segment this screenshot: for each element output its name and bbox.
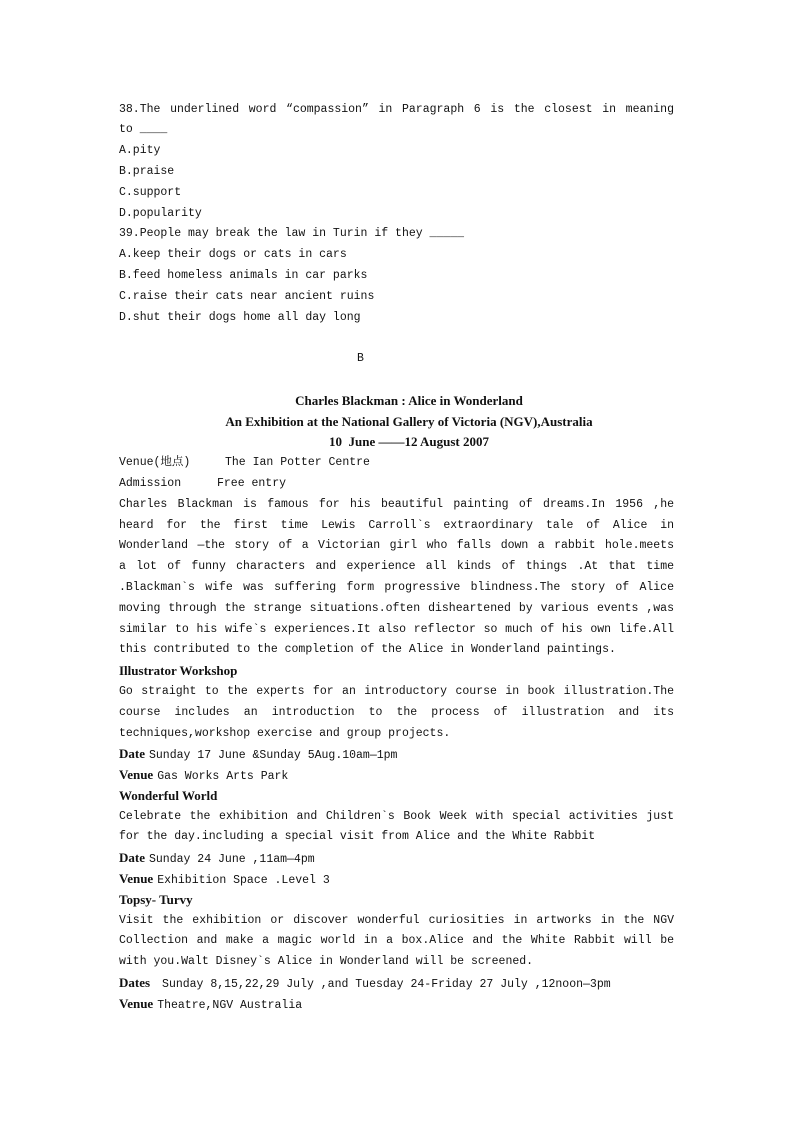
- date-label: Date: [119, 746, 145, 762]
- admission-row: [119, 474, 674, 495]
- dates-value: Sunday 8,15,22,29 July ,and Tuesday 24-Friday 27 July ,12noon—3pm: [162, 978, 611, 992]
- event-dates-row: [119, 973, 674, 994]
- venue-value: Theatre,NGV Australia: [157, 998, 303, 1012]
- event-date-row: [119, 848, 674, 869]
- event-desc-line: Go straight to the experts for an introductory course in book illustration.The: [119, 684, 674, 698]
- admission-value: Free entry: [217, 476, 287, 490]
- venue-label: Venue(地点): [119, 456, 191, 470]
- intro-line: Charles Blackman is famous for his beautiful painting of dreams.In 1956 ,he: [119, 497, 674, 511]
- event-venue-row: [119, 994, 674, 1015]
- section-label: B: [357, 352, 364, 366]
- date-label: Date: [119, 850, 145, 866]
- venue-value: Exhibition Space .Level 3: [157, 874, 330, 888]
- event-desc-line: techniques,workshop exercise and group projects.: [119, 726, 451, 740]
- event-desc-line: with you.Walt Disney`s Alice in Wonderland will be screened.: [119, 955, 534, 969]
- text-column: [119, 100, 674, 1015]
- date-value: Sunday 24 June ,11am—4pm: [149, 853, 315, 867]
- passage-title: Charles Blackman : Alice in Wonderland: [295, 392, 523, 408]
- passage-dates: 10 June ——12 August 2007: [329, 434, 489, 450]
- admission-label: Admission: [119, 476, 182, 490]
- venue-label: Venue: [119, 871, 154, 887]
- event-desc-line: Collection and make a magic world in a box.Alice and the White Rabbit will be: [119, 934, 674, 948]
- question-38-option-d: D.popularity: [119, 206, 202, 220]
- event-heading-wonderful-world: Wonderful World: [119, 787, 218, 803]
- spacer: [119, 370, 674, 391]
- event-desc-line: Visit the exhibition or discover wonderful curiosities in artworks in the NGV: [119, 913, 674, 927]
- intro-line: this contributed to the completion of the Alice in Wonderland paintings.: [119, 643, 616, 657]
- intro-line: heard for the first time Lewis Carroll`s extraordinary tale of Alice in: [119, 518, 674, 532]
- question-38-option-a: A.pity: [119, 144, 161, 158]
- question-38-option-c: C.support: [119, 185, 182, 199]
- question-39-option-c: C.raise their cats near ancient ruins: [119, 289, 375, 303]
- passage-subtitle: An Exhibition at the National Gallery of Victoria (NGV),Australia: [225, 413, 593, 429]
- intro-line: moving through the strange situations.often disheartened by various events ,was: [119, 601, 674, 615]
- venue-label: Venue: [119, 995, 154, 1011]
- question-39-option-b: B.feed homeless animals in car parks: [119, 268, 368, 282]
- venue-label: Venue: [119, 767, 154, 783]
- question-39-stem: 39.People may break the law in Turin if they _____: [119, 227, 465, 241]
- question-39-option-a: A.keep their dogs or cats in cars: [119, 248, 347, 262]
- question-38-stem: 38.The underlined word “compassion” in Paragraph 6 is the closest in meaning: [119, 102, 674, 116]
- event-venue-row: [119, 869, 674, 890]
- spacer: [119, 328, 674, 349]
- event-heading-illustrator-workshop: Illustrator Workshop: [119, 663, 238, 679]
- question-39-option-d: D.shut their dogs home all day long: [119, 310, 361, 324]
- dates-label: Dates: [119, 975, 151, 991]
- event-desc-line: course includes an introduction to the process of illustration and its: [119, 705, 674, 719]
- event-desc-line: for the day.including a special visit from Alice and the White Rabbit: [119, 830, 596, 844]
- event-desc-line: Celebrate the exhibition and Children`s Book Week with special activities just: [119, 809, 674, 823]
- event-heading-topsy-turvy: Topsy- Turvy: [119, 891, 193, 907]
- question-38-option-b: B.praise: [119, 164, 175, 178]
- intro-line: similar to his wife`s experiences.It also reflector so much of his own life.All: [119, 622, 674, 636]
- question-38-stem-cont: to ____: [119, 123, 168, 137]
- intro-line: Wonderland —the story of a Victorian girl who falls down a rabbit hole.meets: [119, 539, 674, 553]
- venue-value: The Ian Potter Centre: [225, 456, 370, 470]
- intro-line: a lot of funny characters and experience all kinds of things .At that time: [119, 560, 674, 574]
- venue-value: Gas Works Arts Park: [157, 770, 289, 784]
- date-value: Sunday 17 June &Sunday 5Aug.10am—1pm: [149, 749, 398, 763]
- intro-line: .Blackman`s wife was suffering form progressive blindness.The story of Alice: [119, 580, 674, 594]
- event-date-row: [119, 744, 674, 765]
- venue-row: [119, 453, 674, 474]
- event-venue-row: [119, 765, 674, 786]
